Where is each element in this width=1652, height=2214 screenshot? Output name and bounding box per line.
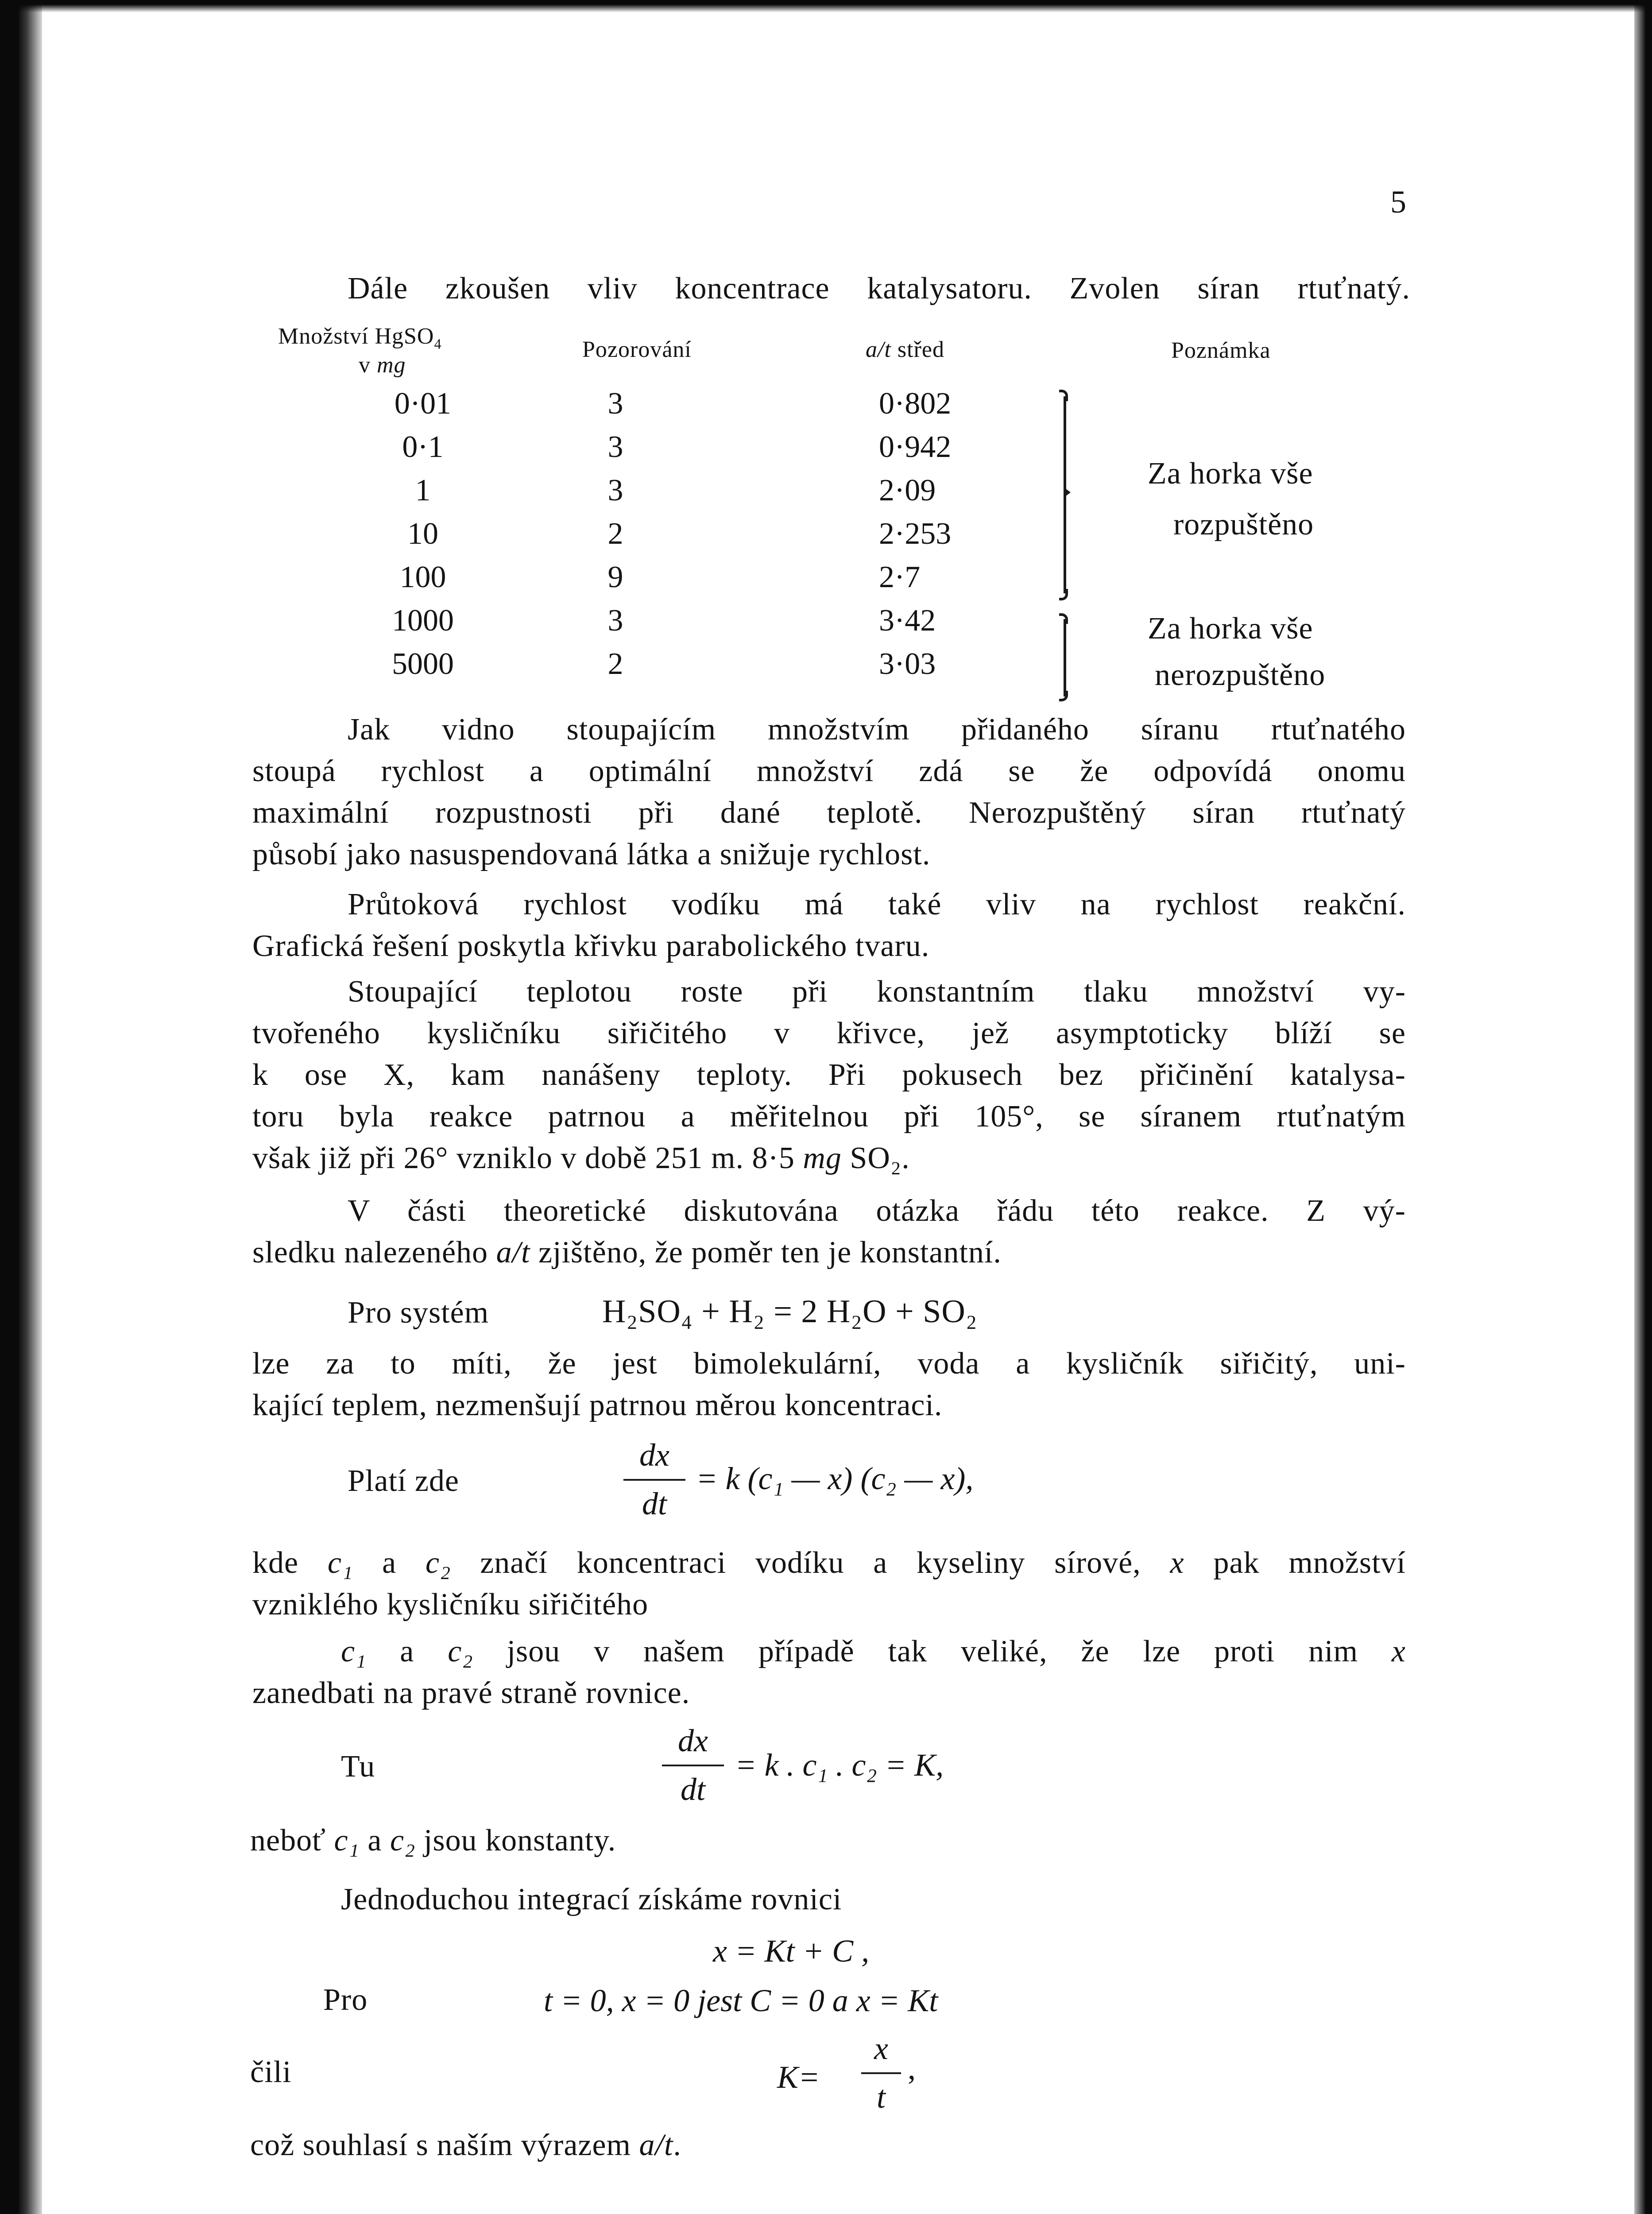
text: . (673, 2128, 681, 2162)
table-cell-obs: 3 (607, 473, 623, 507)
paragraph-line: zanedbati na pravé straně rovnice. (252, 1676, 690, 1710)
note-2-line-2: nerozpuštěno (1155, 658, 1326, 692)
paragraph-line: V části theoretické diskutována otázka řádu této reakce. Z vý- (348, 1194, 1406, 1228)
table-header-amount-text: Množství HgSO (278, 324, 434, 349)
paragraph-line: k ose X, kam nanášeny teploty. Při pokusech bez přičinění katalysa- (252, 1058, 1406, 1092)
variable-c2: c₂ (390, 1823, 416, 1858)
eq4-left-side: K= (777, 2059, 820, 2095)
table-cell-ratio: 0·942 (879, 430, 952, 464)
eq4-denominator: t (876, 2079, 886, 2115)
table-header-note: Poznámka (1171, 338, 1271, 363)
paragraph-line-end: SO₂. (841, 1141, 910, 1175)
paragraph-line: kající teplem, nezmenšují patrnou měrou koncentraci. (252, 1388, 943, 1422)
text: značí koncentraci vodíku a kyseliny sírové, (451, 1546, 1170, 1580)
table-cell-amount: 1 (415, 473, 431, 507)
table-header-amount-sub: 4 (434, 336, 442, 352)
paragraph-7-line-1 (252, 1634, 1406, 1669)
eq1-fraction-bar (623, 1479, 685, 1481)
eq1-label: Platí zde (348, 1464, 459, 1498)
eq3: x = Kt + C , (713, 1933, 870, 1969)
paragraph-3 (252, 974, 1406, 1176)
note-2-line-1: Za horka vše (1148, 612, 1313, 646)
table-header-observations: Pozorování (582, 337, 692, 362)
paragraph-line: Grafická řešení poskytla křivku parabolického tvaru. (252, 929, 930, 963)
variable-c1: c₁ (341, 1634, 367, 1668)
table-cell-ratio: 3·42 (879, 604, 936, 638)
variable-c1: c₁ (334, 1823, 360, 1858)
paragraph-line: maximální rozpustnosti při dané teplotě. Nerozpuštěný síran rtuťnatý (252, 796, 1406, 830)
table-cell-ratio: 3·03 (879, 647, 936, 681)
table-cell-amount: 1000 (392, 604, 454, 638)
text: kde (252, 1546, 328, 1580)
paragraph-line: tvořeného kysličníku siřičitého v křivce, jež asymptoticky blíží se (252, 1016, 1406, 1050)
paragraph-line: působí jako nasuspendovaná látka a snižuje rychlost. (252, 837, 931, 871)
text: což souhlasí s naším výrazem (250, 2128, 639, 2162)
table-cell-amount: 0·1 (402, 430, 444, 464)
variable-c2: c₂ (448, 1634, 473, 1668)
paragraph-line: Stoupající teplotou roste při konstantním tlaku množství vy- (348, 975, 1406, 1009)
table-cell-obs: 9 (607, 560, 623, 594)
system-label: Pro systém (348, 1296, 489, 1330)
eq2-fraction-bar (662, 1765, 724, 1766)
text: neboť (250, 1823, 334, 1858)
variable-a-t: a/t (639, 2128, 673, 2162)
variable-x: x (1170, 1546, 1184, 1580)
table-cell-amount: 100 (399, 560, 446, 594)
table-header-ratio-word: střed (891, 337, 944, 362)
table-header-amount (278, 323, 442, 352)
table-cell-obs: 3 (607, 387, 623, 421)
paragraph-line: však již při 26° vzniklo v době 251 m. 8·5 (252, 1141, 795, 1175)
variable-a-t: a/t (496, 1235, 530, 1270)
table-header-ratio-var: a/t (866, 337, 891, 362)
scan-border-top (0, 0, 1652, 12)
paragraph-line: Průtoková rychlost vodíku má také vliv na rychlost reakční. (348, 887, 1406, 921)
paragraph-2 (252, 887, 1406, 964)
paragraph-line: stoupá rychlost a optimální množství zdá se že odpovídá onomu (252, 754, 1406, 788)
paragraph-line: Jak vidno stoupajícím množstvím přidaného síranu rtuťnatého (348, 712, 1406, 747)
variable-x: x (1391, 1634, 1406, 1668)
text: a (359, 1823, 390, 1858)
table-cell-obs: 2 (607, 647, 623, 681)
table-header-ratio (866, 337, 944, 363)
paragraph-line-end: zjištěno, že poměr ten je konstantní. (530, 1235, 1002, 1270)
table-cell-ratio: 0·802 (879, 387, 952, 421)
paragraph-line: vzniklého kysličníku siřičitého (252, 1587, 649, 1622)
table-cell-amount: 5000 (392, 647, 454, 681)
paragraph-4-last-line (252, 1235, 1406, 1270)
table-cell-ratio: 2·09 (879, 473, 936, 507)
paragraph-3-last-line (252, 1141, 1406, 1176)
unit-mg: mg (803, 1141, 842, 1175)
pro-label: Pro (323, 1983, 368, 2017)
intro-text: Dále zkoušen vliv koncentrace katalysatoru. Zvolen síran rtuťnatý. (348, 271, 1410, 306)
eq2-numerator: dx (678, 1723, 708, 1758)
intro-line (348, 271, 1410, 306)
eq1-denominator: dt (642, 1486, 667, 1521)
table-cell-obs: 3 (607, 604, 623, 638)
pro-equation: t = 0, x = 0 jest C = 0 a x = Kt (544, 1983, 938, 2018)
eq1-numerator: dx (639, 1437, 669, 1473)
paragraph-6-line-1 (252, 1545, 1406, 1581)
table-header-amount-unit (359, 352, 406, 378)
paragraph-5 (252, 1346, 1406, 1423)
page-number: 5 (1390, 184, 1406, 220)
eq1-right-side: = k (c₁ — x) (c₂ — x), (696, 1461, 974, 1496)
eq2-denominator: dt (680, 1772, 705, 1807)
scan-border-right (1634, 0, 1652, 2214)
paragraph-9: Jednoduchou integrací získáme rovnici (341, 1882, 842, 1916)
table-cell-ratio: 2·253 (879, 517, 952, 551)
note-1-line-1: Za horka vše (1148, 457, 1313, 491)
paragraph-6 (252, 1545, 1406, 1622)
eq2-label: Tu (341, 1750, 375, 1784)
eq4-fraction-bar (861, 2072, 901, 2074)
table-cell-obs: 2 (607, 517, 623, 551)
variable-c1: c₁ (327, 1546, 353, 1580)
eq2-right-side: = k . c₁ . c₂ = K, (735, 1747, 944, 1783)
table-header-amount-v: v (359, 352, 371, 378)
note-1-line-2: rozpuštěno (1173, 507, 1314, 542)
system-equation: H₂SO₄ + H₂ = 2 H₂O + SO₂ (602, 1293, 978, 1330)
table-cell-obs: 3 (607, 430, 623, 464)
paragraph-7 (252, 1634, 1406, 1711)
paragraph-4 (252, 1193, 1406, 1270)
text: a (366, 1634, 448, 1668)
text: pak množství (1184, 1546, 1406, 1580)
text: jsou v našem případě tak veliké, že lze proti nim (473, 1634, 1392, 1668)
paragraph-1 (252, 712, 1406, 872)
cili-label: čili (250, 2055, 292, 2089)
table-header-amount-mg: mg (377, 352, 406, 378)
paragraph-8 (250, 1823, 616, 1858)
paragraph-line: sledku nalezeného (252, 1235, 488, 1270)
table-cell-ratio: 2·7 (879, 560, 921, 594)
last-line (250, 2128, 681, 2163)
text: jsou konstanty. (415, 1823, 616, 1858)
eq4-comma: , (908, 2051, 916, 2086)
text: a (353, 1546, 426, 1580)
paragraph-line: lze za to míti, že jest bimolekulární, voda a kysličník siřičitý, uni- (252, 1347, 1406, 1381)
scan-border-left (0, 0, 42, 2214)
table-cell-amount: 0·01 (394, 387, 452, 421)
variable-c2: c₂ (426, 1546, 451, 1580)
eq4-numerator: x (874, 2031, 888, 2066)
table-cell-amount: 10 (407, 517, 438, 551)
paragraph-line: toru byla reakce patrnou a měřitelnou při 105°, se síranem rtuťnatým (252, 1099, 1406, 1134)
